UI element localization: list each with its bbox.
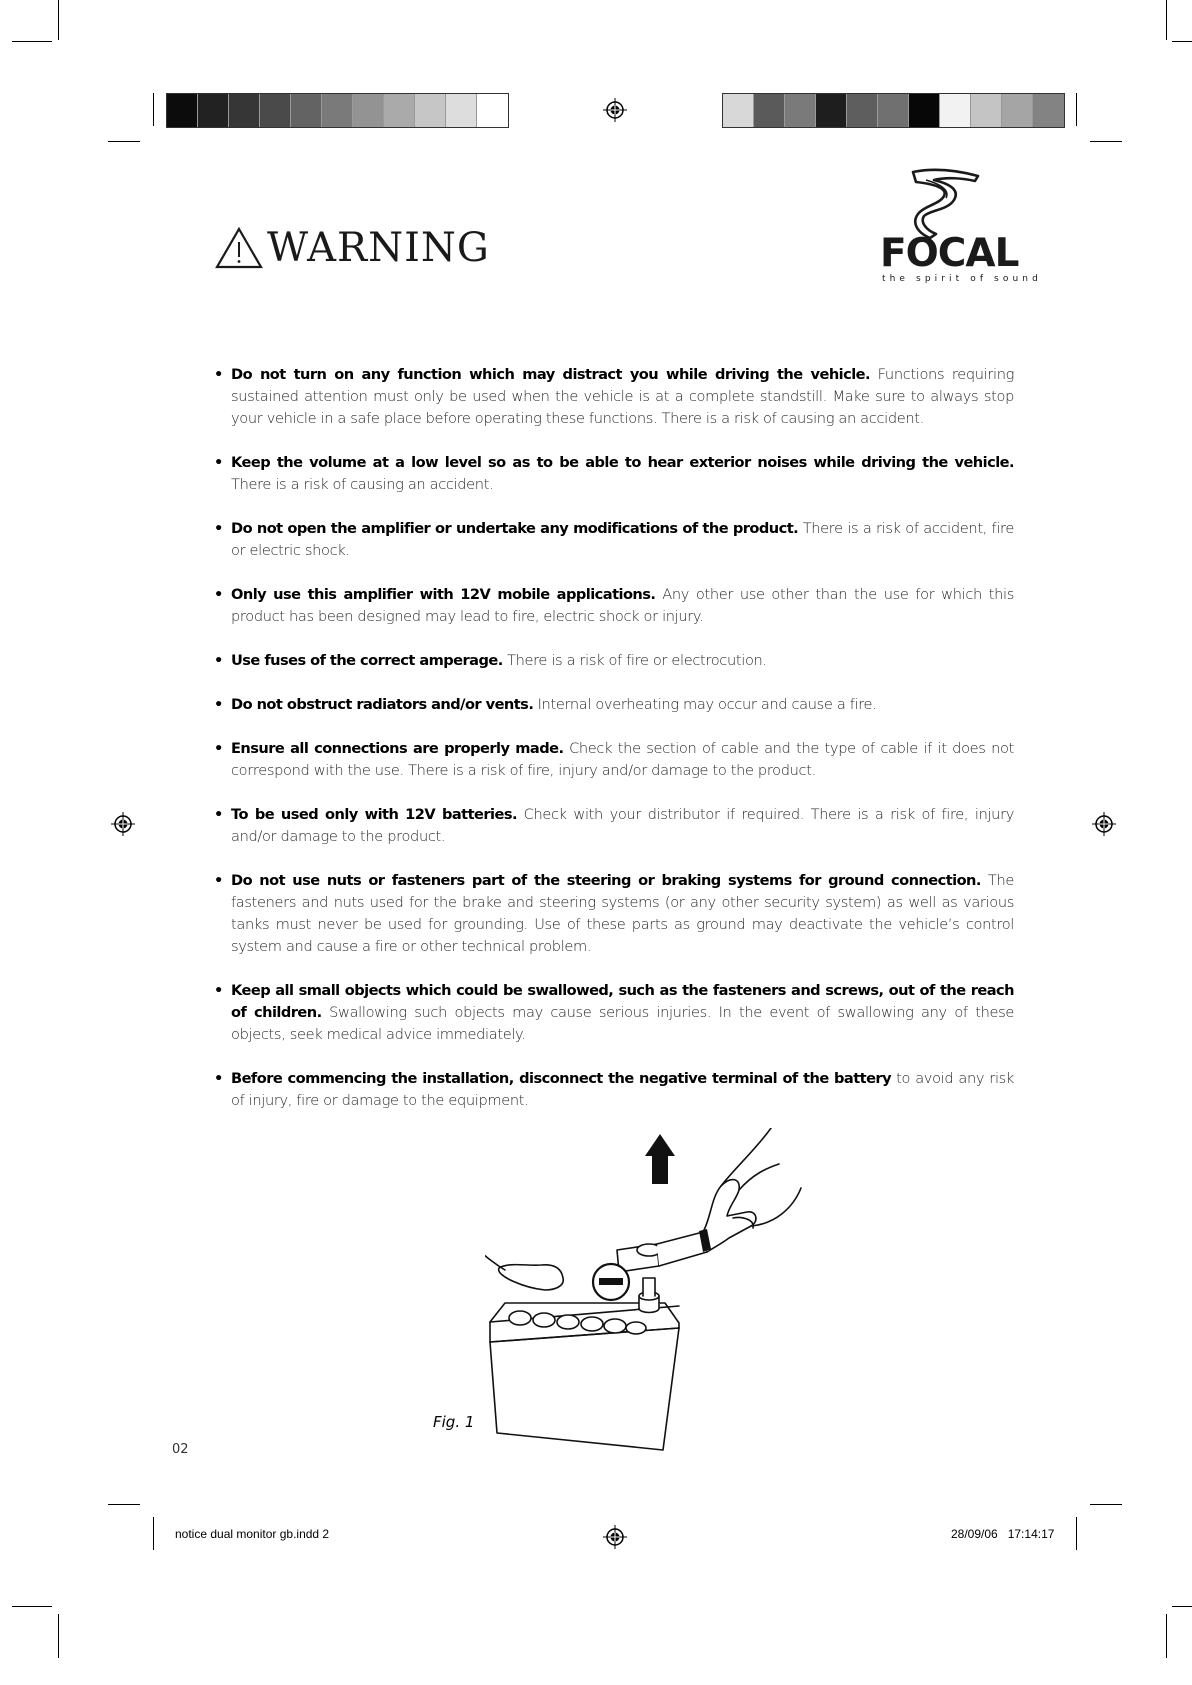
warning-detail: Swallowing such objects may cause serious injuries. In the event of swallowing any of these objects, seek medical advice immediately. [231, 1004, 1014, 1043]
crop-mark [12, 1606, 52, 1607]
crop-mark [58, 0, 59, 40]
registration-mark-icon [1092, 812, 1116, 836]
warning-detail: The fasteners and nuts used for the brake and steering systems (or any other security system) as well as various tanks must never be used for grounding. Use of these parts as ground may deactivate the vehicle’s control system and cause a fire or other technical problem. [231, 872, 1014, 955]
color-swatch [446, 94, 477, 127]
arrow-up-icon [645, 1134, 675, 1184]
crop-mark [12, 41, 52, 42]
color-calibration-bar-left [166, 93, 509, 128]
list-item [214, 1068, 1014, 1112]
warning-detail: Check the section of cable and the type of cable if it does not correspond with the use. There is a risk of fire, injury and/or damage to the product. [231, 740, 1014, 779]
color-swatch [353, 94, 384, 127]
warning-headline: Use fuses of the correct amperage. [231, 652, 503, 669]
brand-logo-text: FOCAL [880, 231, 1019, 276]
color-swatch [785, 94, 816, 127]
list-item [214, 452, 1014, 496]
warning-triangle-icon [215, 226, 263, 270]
minus-icon [593, 1264, 629, 1300]
list-item [214, 980, 1014, 1046]
list-item [214, 694, 1014, 716]
page-number: 02 [172, 1442, 189, 1457]
color-swatch [847, 94, 878, 127]
list-item [214, 804, 1014, 848]
warning-headline: Do not turn on any function which may distract you while driving the vehicle. [231, 366, 871, 383]
registration-mark-icon [111, 812, 135, 836]
warning-detail: Any other use other than the use for which this product has been designed may lead to fire, electric shock or injury. [231, 586, 1014, 625]
color-swatch [940, 94, 971, 127]
warning-detail: Check with your distributor if required. There is a risk of fire, injury and/or damage to the product. [231, 806, 1015, 845]
brand-tagline: the spirit of sound [882, 274, 1042, 284]
crop-mark [1172, 41, 1192, 42]
warning-headline: To be used only with 12V batteries. [231, 806, 517, 823]
crop-mark [1166, 1614, 1167, 1658]
battery-disconnect-illustration [485, 1128, 805, 1458]
crop-mark [1166, 0, 1167, 40]
color-swatch [878, 94, 909, 127]
color-swatch [971, 94, 1002, 127]
color-swatch [198, 94, 229, 127]
page-title: WARNING [267, 225, 490, 271]
list-item [214, 518, 1014, 562]
warning-detail: There is a risk of accident, fire or electric shock. [231, 520, 1014, 559]
color-swatch [1002, 94, 1033, 127]
registration-mark-icon [603, 98, 627, 122]
warning-detail: to avoid any risk of injury, fire or damage to the equipment. [231, 1070, 1014, 1109]
crop-mark [153, 1517, 154, 1550]
color-calibration-bar-right [722, 93, 1065, 128]
warning-headline: Do not open the amplifier or undertake any modifications of the product. [231, 520, 799, 537]
crop-mark [1076, 1517, 1077, 1550]
color-swatch [415, 94, 446, 127]
crop-mark [153, 93, 154, 126]
color-swatch [1033, 94, 1064, 127]
warning-headline: Do not obstruct radiators and/or vents. [231, 696, 534, 713]
warning-headline: Ensure all connections are properly made. [231, 740, 564, 757]
crop-mark [1090, 1504, 1122, 1505]
crop-mark [108, 1504, 140, 1505]
color-swatch [754, 94, 785, 127]
warning-detail: Functions requiring sustained attention must only be used when the vehicle is at a complete standstill. Make sure to always stop your vehicle in a safe place before operating these functions. There is a risk of causing an accident. [231, 366, 1014, 427]
color-swatch [384, 94, 415, 127]
color-swatch [291, 94, 322, 127]
file-slug: notice dual monitor gb.indd 2 [175, 1527, 330, 1541]
list-item [214, 650, 1014, 672]
registration-mark-icon [603, 1525, 627, 1549]
list-item [214, 870, 1014, 958]
warning-list [214, 364, 1014, 1134]
color-swatch [229, 94, 260, 127]
color-swatch [909, 94, 940, 127]
crop-mark [58, 1614, 59, 1658]
color-swatch [322, 94, 353, 127]
color-swatch [167, 94, 198, 127]
warning-headline: Before commencing the installation, disconnect the negative terminal of the battery [231, 1070, 892, 1087]
warning-detail: There is a risk of causing an accident. [231, 476, 494, 493]
warning-detail: There is a risk of fire or electrocution. [502, 652, 767, 669]
date-slug: 28/09/06 17:14:17 [951, 1527, 1055, 1541]
color-swatch [477, 94, 508, 127]
warning-heading [215, 226, 490, 270]
warning-headline: Keep the volume at a low level so as to be able to hear exterior noises while driving the vehicle. [231, 454, 1014, 471]
warning-headline: Only use this amplifier with 12V mobile applications. [231, 586, 656, 603]
figure-caption: Fig. 1 [433, 1413, 475, 1431]
crop-mark [108, 141, 140, 142]
color-swatch [816, 94, 847, 127]
crop-mark [1090, 141, 1122, 142]
list-item [214, 738, 1014, 782]
warning-headline: Keep all small objects which could be swallowed, such as the fasteners and screws, out of the reach of children. [231, 982, 1014, 1021]
color-swatch [723, 94, 754, 127]
warning-detail: Internal overheating may occur and cause a fire. [533, 696, 877, 713]
color-swatch [260, 94, 291, 127]
warning-headline: Do not use nuts or fasteners part of the steering or braking systems for ground connection. [231, 872, 981, 889]
list-item [214, 584, 1014, 628]
crop-mark [1076, 93, 1077, 126]
crop-mark [1172, 1606, 1192, 1607]
list-item [214, 364, 1014, 430]
